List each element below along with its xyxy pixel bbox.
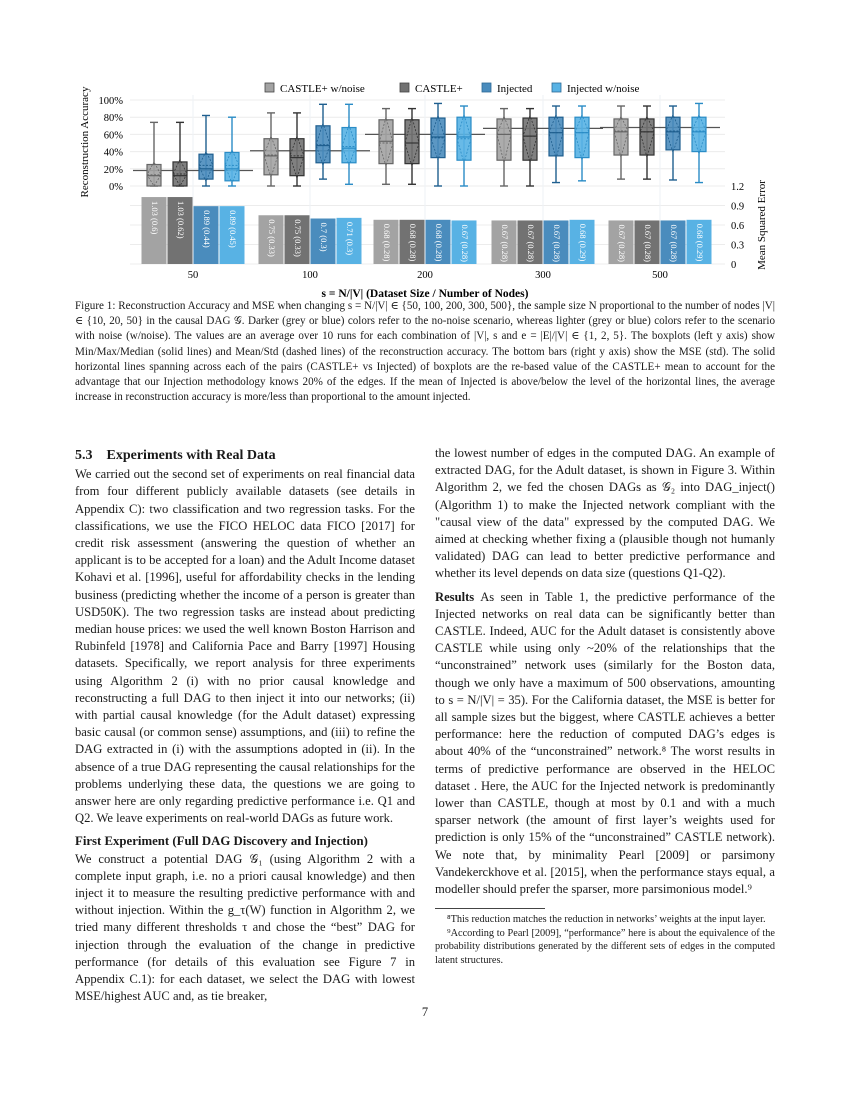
legend-label: CASTLE+ w/noise: [280, 83, 365, 95]
mse-bar-label: 0.67 (0.28): [643, 224, 654, 262]
mse-bar-label: 0.68 (0.28): [434, 223, 445, 262]
legend-label: Injected w/noise: [567, 83, 640, 95]
right-axis-title: Mean Squared Error: [756, 180, 768, 270]
box: [225, 152, 239, 180]
legend-swatch: [265, 83, 274, 92]
left-tick-label: 0%: [109, 182, 123, 193]
page-number: 7: [421, 1005, 429, 1019]
mse-bar-label: 0.68 (0.29): [578, 223, 589, 262]
left-tick-label: 80%: [103, 113, 123, 125]
right-tick-label: 0: [731, 260, 737, 271]
box: [575, 117, 589, 157]
legend-label: Injected: [497, 83, 533, 95]
paragraph: We construct a potential DAG 𝒢₁ (using Algorithm 2 with a complete input graph, i.e. no a priori causal knowledge) and then inject it to measure the resulting predictive performance with and without injection. Within the g_τ(W) function in Algorithm 2, we tried many different thresholds τ and chose the “best” DAG for injection through the evaluation of the change in predictive performance (for details of this evaluation see Figure 7 in Appendix C.1): for each dataset, we select the DAG with lowest MSE/highest AUC and, as tie breaker,: [75, 851, 415, 1004]
mse-bar-label: 1.03 (0.6): [150, 201, 161, 235]
right-tick-label: 0.6: [731, 221, 745, 232]
left-tick-label: 20%: [103, 164, 123, 176]
legend-swatch: [400, 83, 409, 92]
footnote-rule: [435, 908, 545, 909]
left-tick-label: 100%: [98, 96, 123, 107]
box: [497, 119, 511, 160]
mse-bar-label: 0.71 (0.3): [345, 221, 356, 256]
x-tick-label: 200: [417, 270, 433, 281]
mse-bar-label: 0.67 (0.28): [669, 224, 680, 262]
box: [405, 120, 419, 164]
right-tick-label: 0.3: [731, 240, 745, 252]
mse-bar-label: 0.75 (0.33): [293, 219, 304, 257]
box: [523, 118, 537, 160]
left-column: [75, 447, 415, 1006]
section-title: Experiments with Real Data: [106, 448, 276, 463]
legend-label: CASTLE+: [415, 83, 463, 95]
paragraph: We carried out the second set of experiments on real financial data from four different publicly available datasets (see details in Appendix C): two classification and two regression tasks. For the classifications, we use the FICO HELOC data FICO [2017] for credit risk assessment (answering the question of whether an applicant is to be accepted for a loan) and the Adult Income dataset Kohavi et al. [1996], useful for affordability checks in the lending business (predicting whether the income of a person is greater than USD50K). The two regression tasks are instead about predicting median house prices: we used the well known Boston Harrison and Rubinfeld [1978] and California Pace and Barry [1997] Housing datasets. Specifically, we report analysis for three experiments using Algorithm 2 (i) with no prior causal knowledge and reconstructing a full DAG to then inject it into our networks; (ii) with partial causal knowledge (for the Adult dataset) expressing basic causal (or common sense) assumptions, and (iii) to refine the DAG extracted in (i) with the assumptions adopted in (ii). In the absence of a true DAG representing the causal relationships for the problems underlying these data, the questions we are going to answer here are only regarding predictive performance i.e. Q1 and Q2. We leave experiments on real-world DAGs as future work.: [75, 467, 415, 826]
legend-swatch: [552, 83, 561, 92]
x-tick-label: 500: [652, 270, 668, 281]
mse-bar-label: 0.89 (0.45): [228, 210, 239, 248]
left-tick-label: 40%: [103, 147, 123, 159]
footnote-8: ⁸This reduction matches the reduction in networks’ weights at the input layer.: [447, 914, 766, 926]
section-number: 5.3: [75, 448, 93, 463]
mse-bar-label: 0.67 (0.28): [552, 224, 563, 262]
box: [614, 119, 628, 155]
chart-svg: [75, 75, 785, 300]
left-axis-title: Reconstruction Accuracy: [79, 86, 91, 198]
subsection-heading: First Experiment (Full DAG Discovery and Injection): [75, 834, 368, 849]
mse-bar-label: 0.68 (0.28): [408, 223, 419, 262]
box: [666, 117, 680, 150]
right-tick-label: 0.9: [731, 201, 745, 213]
mse-bar-label: 0.67 (0.28): [526, 224, 537, 262]
box: [549, 117, 563, 156]
mse-bar-label: 0.67 (0.28): [500, 224, 511, 262]
mse-bar-label: 0.75 (0.33): [267, 219, 278, 257]
figure-caption: Figure 1: Reconstruction Accuracy and MSE when changing s = N/|V| ∈ {50, 100, 200, 300, 500}, the sample size N proportional to the number of nodes |V| ∈ {10, 20, 50} in the causal DAG 𝒢. Darker (grey or blue) colors refer to the no-noise scenario, whereas lighter (grey or blue) colors refer to the scenario with noise (w/noise). The values are an average over 10 runs for each combination of |V|, s and e = |E|/|V| ∈ {1, 2, 5}. The boxplots (left y axis) show Min/Max/Median (solid lines) and Mean/Std (dashed lines) of the reconstruction accuracy. The bottom bars (right y axis) show the MSE (std). The solid horizontal lines spanning across each of the pairs (CASTLE+ vs Injected) of boxplots are the re-based value of the CASTLE+ mean to account for the advantage that our Injection methodology knows 20% of the edges. If the mean of Injected is above/below the level of the horizontal lines, the average increase in reconstruction accuracy is more/less than proportional to the amount injected.: [75, 300, 775, 404]
mse-bar-label: 0.89 (0.44): [202, 210, 213, 248]
box: [640, 119, 654, 155]
footnote-9: ⁹According to Pearl [2009], “performance” here is about the equivalence of the probability distributions generated by the different sets of edges in the computed latent structures.: [435, 927, 775, 966]
mse-bar-label: 0.68 (0.28): [382, 223, 393, 262]
results-text: As seen in Table 1, the predictive performance of the Injected networks on real data can be significantly better than CASTLE. Indeed, AUC for the Adult dataset is consistently above CASTLE while using only ~20% of the relationships that the “unconstrained” network uses (similarly for the Boston data, though we only have a maximum of 500 observations, amounting to s = N/|V| = 35). For the California dataset, the MSE is better for all sample sizes but the biggest, where CASTLE achieves a better performance: here the reduction of computed DAG’s edges is about 40% of the “unconstrained” network.⁸ The worst results in terms of predictive performance are observed in the HELOC dataset . Here, the AUC for the Injected network is predominantly lower than CASTLE, though at most by 0.1 and with a much sparser network (the amount of first layer’s weights used for prediction is only 15% of the “unconstrained” CASTLE network). We note that, by minimality Pearl [2009] or parsimony Vandekerckhove et al. [2015], when the performance stays equal, a modeller should prefer the sparser, more parsimonious model.⁹: [435, 589, 775, 897]
mse-bar-label: 1.03 (0.62): [176, 201, 187, 239]
left-tick-label: 60%: [103, 130, 123, 142]
figure-1-chart: [75, 75, 785, 300]
legend-swatch: [482, 83, 491, 92]
right-tick-label: 1.2: [731, 182, 745, 193]
mse-bar-label: 0.67 (0.28): [460, 224, 471, 262]
mse-bar-label: 0.67 (0.28): [617, 224, 628, 262]
box: [692, 117, 706, 151]
x-tick-label: 100: [302, 270, 318, 281]
results-label: Results: [435, 589, 475, 604]
right-column: [435, 445, 775, 967]
mse-bar-label: 0.7 (0.3): [319, 222, 330, 252]
box: [199, 154, 213, 179]
box: [342, 128, 356, 163]
paragraph: the lowest number of edges in the computed DAG. An example of extracted DAG, for the Adult dataset, is shown in Figure 3. Within Algorithm 2, we fed the chosen DAGs as 𝒢₂ into DAG_inject() (Algorithm 1) to make the Injected network compliant with the "causal view of the data" expressed by the computed DAG. We aimed at checking whether fixing a (plausible though not humanly validated) DAG can lead to better predictive performance and whether its level depends on data size (questions Q1-Q2).: [435, 446, 775, 581]
box: [264, 139, 278, 175]
results-paragraph: [435, 589, 775, 899]
x-tick-label: 50: [187, 270, 199, 281]
x-axis-title: s = N/|V| (Dataset Size / Number of Nodes): [321, 288, 529, 300]
mse-bar-label: 0.68 (0.29): [695, 223, 706, 262]
x-tick-label: 300: [535, 270, 551, 281]
section-heading: [75, 447, 415, 464]
